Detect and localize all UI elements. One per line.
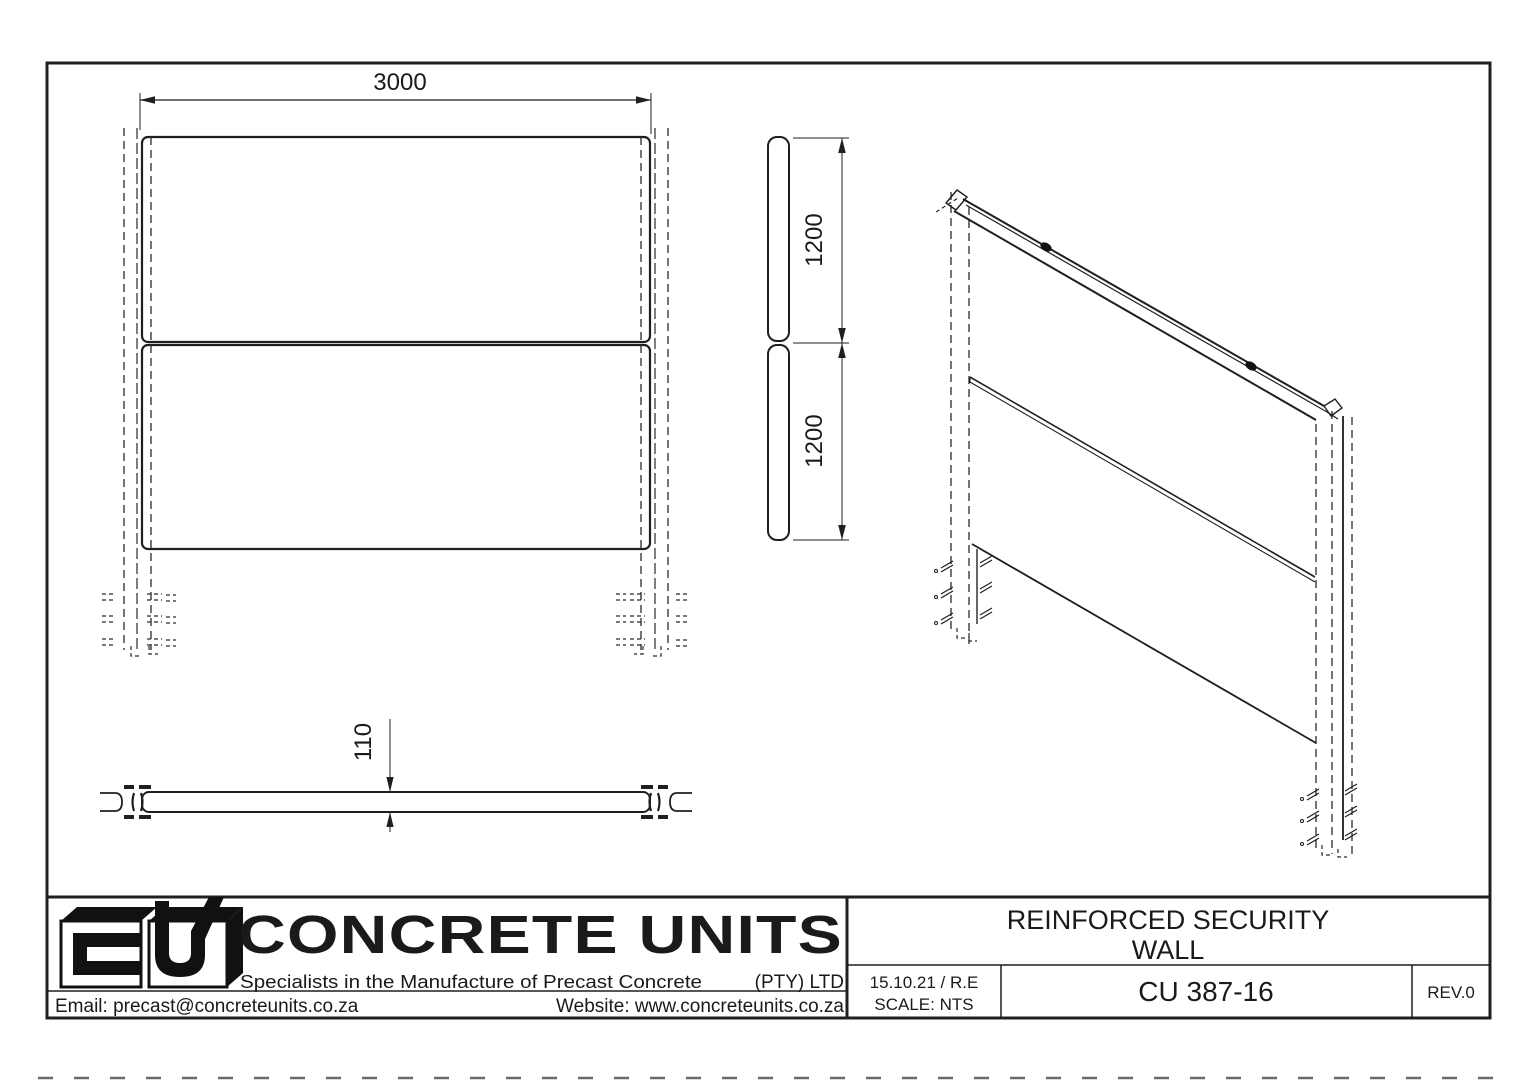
iso-left-post-bracket-row <box>941 556 992 572</box>
company-logo <box>61 897 243 987</box>
iso-left-post-bolt <box>935 596 938 599</box>
plan-dim-arrow <box>386 777 393 792</box>
side-dim-arrow <box>838 138 846 153</box>
front-dim-arrow-right <box>636 96 651 104</box>
side-lower-panel <box>768 345 789 540</box>
iso-top-rail-right-cap <box>1324 399 1342 416</box>
side-upper-dimension-label: 1200 <box>801 213 828 267</box>
title-block <box>47 897 1490 1018</box>
front-right-post-base <box>634 646 661 656</box>
plan-view <box>100 719 692 832</box>
side-dim-arrow <box>838 343 846 358</box>
front-left-post-bracket-row <box>102 616 176 623</box>
drawing-scale: SCALE: NTS <box>874 995 974 1014</box>
drawing-title-line1: REINFORCED SECURITY <box>1006 905 1330 935</box>
front-left-post-bracket-row <box>102 639 176 646</box>
plan-thickness-dimension-label: 110 <box>350 722 377 762</box>
side-view <box>768 137 849 540</box>
iso-top-rail-left-cap <box>946 190 967 210</box>
drawing-date-author: 15.10.21 / R.E <box>869 973 979 992</box>
company-email: Email: precast@concreteunits.co.za <box>55 996 359 1017</box>
side-upper-panel <box>768 137 789 341</box>
front-right-post-bracket-row <box>616 639 690 646</box>
iso-bottom-edge <box>972 544 1316 743</box>
side-dim-arrow <box>838 328 846 343</box>
iso-left-post-bracket-row <box>941 608 992 624</box>
iso-right-post-base <box>1322 845 1347 857</box>
isometric-view <box>935 190 1358 858</box>
iso-left-post-bracket-row <box>941 582 992 598</box>
iso-middle-rail <box>970 382 1315 582</box>
side-lower-dimension-label: 1200 <box>801 414 828 468</box>
plan-adjacent-panel-left <box>100 793 122 811</box>
drawing-title-line2: WALL <box>1131 935 1205 965</box>
iso-top-rail-edge <box>963 199 1324 406</box>
logo-cube-top <box>61 907 157 921</box>
iso-left-post-bolt <box>935 570 938 573</box>
front-left-post-base <box>131 646 158 656</box>
drawing-number: CU 387-16 <box>1138 976 1274 1007</box>
plan-dim-arrow <box>386 812 393 827</box>
iso-middle-rail <box>970 377 1315 577</box>
iso-right-post-bolt <box>1301 820 1304 823</box>
front-upper-panel <box>142 137 650 342</box>
drawing-revision: REV.0 <box>1427 983 1475 1002</box>
plan-panel <box>142 792 650 812</box>
iso-right-post-bolt <box>1301 798 1304 801</box>
iso-left-post-base <box>957 628 977 641</box>
iso-left-post-bolt <box>935 622 938 625</box>
front-width-dimension-label: 3000 <box>373 69 427 96</box>
front-right-post-bracket-row <box>616 594 690 600</box>
front-view <box>102 69 690 656</box>
front-right-post-bracket-row <box>616 616 690 622</box>
company-suffix: (PTY) LTD <box>754 972 844 993</box>
front-lower-panel <box>142 345 650 549</box>
plan-adjacent-panel-right <box>670 793 692 811</box>
company-website: Website: www.concreteunits.co.za <box>556 996 844 1017</box>
iso-right-post-bolt <box>1301 843 1304 846</box>
front-left-post-bracket-row <box>102 594 176 601</box>
side-dim-arrow <box>838 525 846 540</box>
iso-top-rail-edge <box>954 211 1316 420</box>
iso-top-rail-edge <box>966 205 1327 412</box>
company-tagline: Specialists in the Manufacture of Precast Concrete <box>240 971 702 992</box>
front-dim-arrow-left <box>140 96 155 104</box>
company-name: CONCRETE UNITS <box>238 905 843 965</box>
